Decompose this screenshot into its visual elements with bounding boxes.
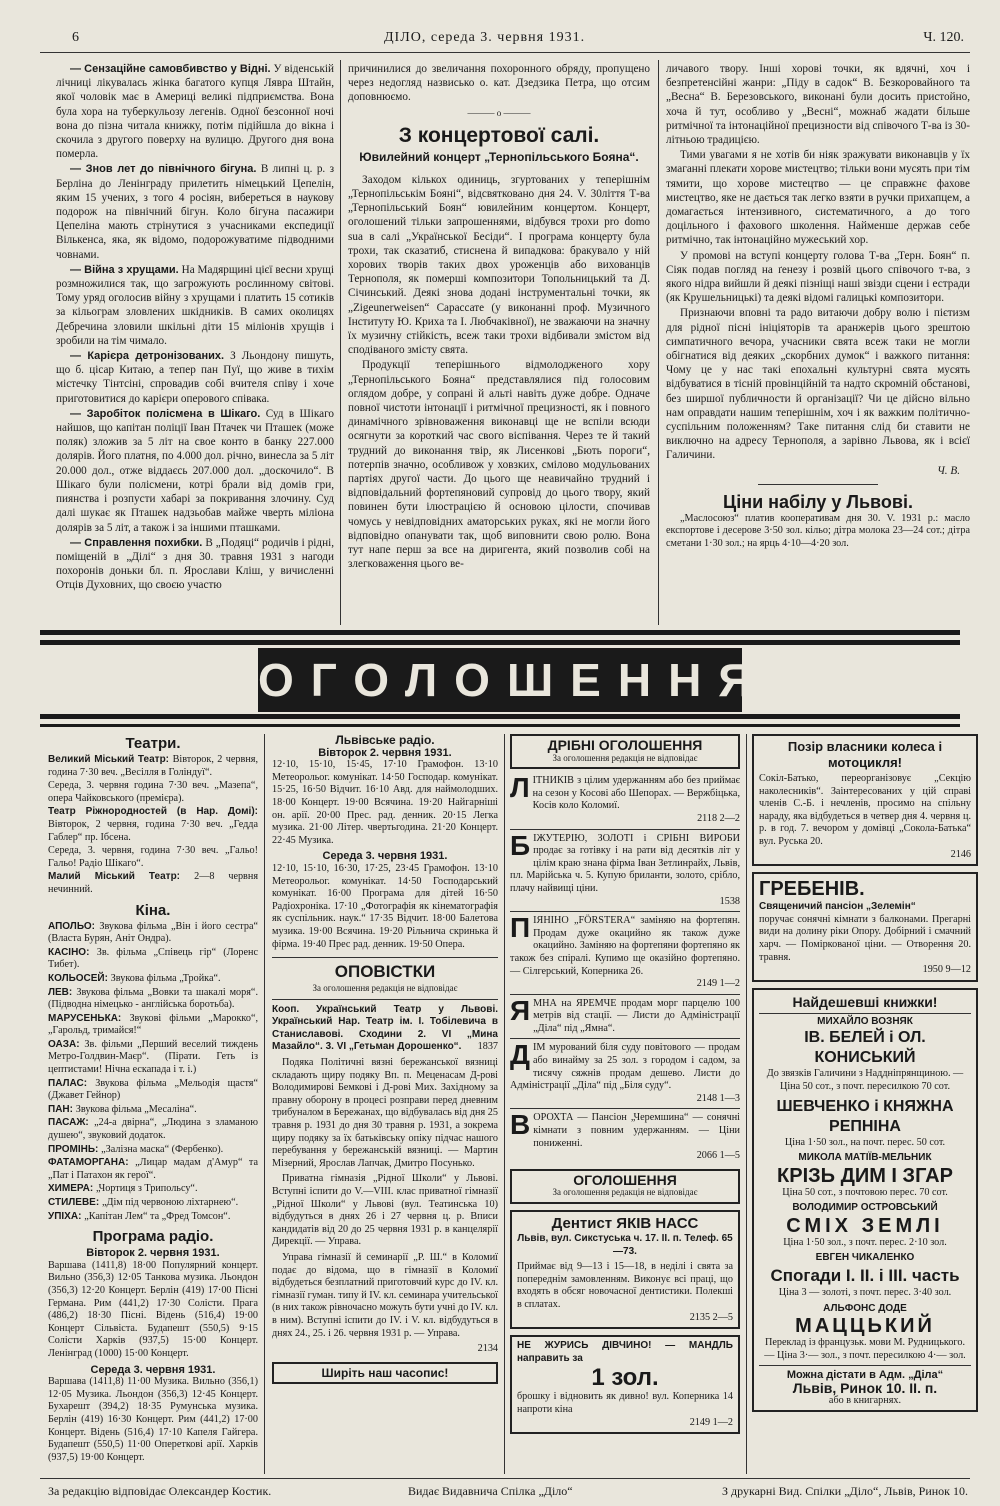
ad-number: 1837 [477, 1041, 498, 1053]
small-ads-note: За оголошення редакція не відповідає [552, 752, 698, 763]
ad-number: 2149 1—2 [689, 1416, 733, 1428]
ad-text: ІТНИКІВ з цілим удержанням або без приймає на сезон у Косові або Шепорах. — Вержбіцька, Косів коло Коломиї. [532, 775, 740, 812]
banner-stripe [40, 714, 960, 719]
bike-ad-text: Сокіл-Батько, переорганізовує „Секцію наколесників“. Заінтересованих у цій справі членів С.-Б. і нечленів, просимо на спільну нараду, яка відбудеться в четвер дня 4. червня ц. р. в год. 7. вечором у домівці „Сокола-Батька“ вул. Руська 20. [759, 773, 971, 847]
notice-text: Приватна гімназія „Рідної Школи“ у Львові. Вступні іспити до V.—VIII. клас приватної гімназії „Рідної Школи“ у Львові (вул. Театинська 10) відбудуться в днях 26 і 27 червня ц. р. Вписи кандидатів від 20 до 25 червня 1931 р. в канцелярії Дирекції. — Управа. [272, 1173, 498, 1248]
rule [272, 957, 498, 958]
column-2 [348, 62, 650, 573]
rule [510, 1038, 740, 1039]
listing-name: КАСІНО: [48, 946, 97, 958]
listing-name: ФАТАМОРГАНА: [48, 1157, 136, 1169]
mandl-text: брошку і відновить як дивно! вул. Коперника 14 напроти кіна [517, 1391, 733, 1415]
grebeniv-ad [752, 872, 978, 982]
books-title: Найдешевші книжки! [792, 993, 938, 1010]
listing-entry [48, 754, 258, 779]
news-text: В „Подяці“ родичів і рідні, поміщеній в „Ділі“ з дня 30. травня 1931 з нагоди похоронів доньки бл. п. Ярослави Кліш, у вичисленні Отців Духовних, що своєю участю [56, 536, 334, 592]
radio-program: Варшава (1411,8) 11·00 Музика. Вильно (356,1) 12·05 Музика. Льондон (356,3) 12·45 Концерт. Бухарешт (394,2) 18·35 Румунська музика. Берлін (419) 16·30 Концерт. Рим (441,2) 17·00 Концерт. Відень (516,4) 17·10 Капеля Гайгера. Будапешт (550,5) 11·00 Оперетковi арії. Харків (937,5) 19·00 Концерт. [48, 1376, 258, 1463]
theatres-title: Театри. [125, 735, 181, 752]
ad-number: 2118 2—2 [697, 812, 740, 824]
ad-number: 2135 2—5 [689, 1311, 733, 1323]
listing-text: Середа, 3. червня година 7·30 веч. „Мазепа“, опера Чайковського (премієра). [48, 780, 258, 804]
notice-text: Управа гімназії й семинарії „Р. Ш.“ в Коломиї подає до відома, що в гімназії в Коломиї відбудеться безплатний приготовчий курс до IV. кл. гімназії гуман. типу й IV. кл. семинара учительської (в них також рівночасно можуть бути учні до IV. кл. в ним). Вступні іспити до IV. і V. кл. відбудуться в днях 24., 25. і 26. червня 1931 р. — Управа. [272, 1251, 498, 1339]
listing-entry [48, 1078, 258, 1103]
small-ad [510, 772, 740, 825]
ads-column-3 [510, 734, 740, 1434]
books-footer: Можна дістати в Адм. „Діла“ [786, 1369, 944, 1382]
notice-text: Кооп. Український Театр у Львові. Український Нар. Театр ім. І. Тобілевича в Станиславові. Сходини 2. VI „Мина Мазайло“. 3. VI „Гетьман Дорошенко“. [272, 1003, 498, 1053]
listing-name: АПОЛЬО: [48, 920, 100, 932]
listing-text: „24-а двірна“, „Людина з зламаною душею“, звуковий додаток. [48, 1117, 258, 1142]
ads-column-2 [272, 734, 498, 1384]
ad-text: ІЯНІНО „FÖRSTERA“ заміняю на фортепян. Продам дуже окацийно як також дуже окацийно. Заміняю на фортепяни фортепяно як також без спіралі. Купимо ще оказійно фортепяно. — Сілгерський, Коперника 26. [510, 915, 740, 977]
footer-rule [40, 1478, 970, 1479]
listing-text: Звукова фільма „Вовки та шакалі моря“. (Підводна німецько - англійська боротьба). [48, 986, 258, 1011]
page-number: 6 [72, 30, 79, 45]
grebeniv-text: поручає сонячні кімнати з балконами. Прегарні види на долину ріки Опору. Добірний і смачний харч. — Поміркованої ціни. — Отворення 20. травня. [759, 913, 971, 963]
ads-note: За оголошення редакція не відповідає [552, 1187, 698, 1198]
ad-number: 1950 9—12 [922, 964, 971, 976]
ad-number: 2066 1—5 [696, 1150, 740, 1162]
rule [510, 829, 740, 830]
listing-entry [48, 1157, 258, 1182]
listing-entry [48, 921, 258, 946]
news-heading: — Сензаційне самовбивство у Відні. [70, 63, 271, 75]
listing-text: Вівторок, 2 червня, година 7·30 веч. „Гедда Габлер“ пр. Ібсена. [48, 818, 258, 843]
listing-entry [48, 1117, 258, 1142]
listing-name: МАРУСЕНЬКА: [48, 1012, 130, 1024]
header-rule [40, 52, 970, 53]
book-title: СМІХ ЗЕМЛІ [786, 1214, 944, 1237]
listing-text: Середа, 3. червня, година 7·30 веч. „Гальо! Гальо! Радіо Шікаго“. [48, 845, 258, 869]
article-text: Продукції теперішнього відмолодженого хору „Тернопільського Бояна“ представлялися під голосовим оглядом добре, у сопрані й альті навіть дуже добре. Одначе повної чистоти інтонації і ритмічної прецизності, як і повного динамічного зрівноваження виконавці ще не вспіли всюди осягнути за короткий час свого віспівання. Через те й такий трудний до виконання твір, як Лисенкові „Бють пороги“, потерпів значно, особливож у ховзких, смілово модульованих партіях другої части. До цього ще неавичайно трудний і відповідальний фортепяновий супровід до цього твору, який повинен бути ілюстрацією й основою цілости, спочивав чомусь у невідповідних аматорських руках, які не могли його відповідно опанувати так, щоб виповнити свою ролю. Вона тут напе перш за все на диригента, який позволив собі на злегковаження цього ве- [348, 359, 650, 571]
column-rule [504, 734, 505, 1474]
theatres-list [48, 754, 258, 897]
listing-entry [48, 1211, 258, 1224]
listing-name: ОАЗА: [48, 1038, 85, 1050]
news-text: У віденській лічниці лікувалась жінка багатого купця Лявра Штайн, якої чоловік має в Америці великі підприємства. Вона була хора на туберкульозу легенів. Одної безсонної ночі вона до пізна читала книжку, потім підійшла до вікна і скочила з другого поверху на вулицю. Другого дня вона померла. [56, 63, 335, 161]
column-rule [264, 734, 265, 1474]
drop-cap: П [510, 912, 531, 944]
listing-text: Звукова фільма „Мельодія щастя“ (Джавет Гейнор) [48, 1077, 258, 1102]
radio-day: Вівторок 2. червня 1931. [86, 1247, 220, 1260]
book-text: До звязків Галичини з Наддніпрянщиною. — Ціна 50 сот., з почт. пересилкою 70 сот. [766, 1068, 964, 1092]
dentist-text: Приймає від 9—13 і 15—18, в неділі і свята за попереднім замовленням. Виконує всі праці, що входять в обсяг новочасної дентистики. Полекші в сплатах. [517, 1261, 733, 1310]
small-ad [510, 829, 740, 909]
article-text: Заходом кількох одиниць, згуртованих у теперішнім „Тернопільськім Бояні“, відсвятковано дня 24. V. 30ліття Т-ва „Тернопільський Боян“ ювилейним концертом. Концерт, оголошений тільки запрошеннями, відбувся трохи pro domo sua в салі „Української Бесіди“. І програма концерту була трохи, так сказатиб, стиснена й випадкова: бракувало у ній хорових творів таких двох уроженців або вихованців Тернополя, як померші композитори Топольницький та Д. Січинський. Деякі знова додані інструментальні точки, як „Zigeunerweisen“ Сарассате (у виконанні проф. Музичного Інституту Ю. Криха та І. Любчаківної), не зважаючи на значну їх музичну стійкість, всеж таки трохи відбивали змістом від сподіваного змісту свята. [348, 173, 650, 357]
ad-number: 2146 [950, 848, 971, 860]
ad-text: МНА на ЯРЕМЧЕ продам морг парцелю 100 метрів від стації. — Листи до Адміністрації „Діла“ під „Ямна“. [533, 997, 740, 1034]
listing-name: ПАН: [48, 1103, 76, 1115]
book-text: Ціна 3 — золоті, з почт. перес. 3·40 зол. [778, 1287, 952, 1299]
book-text: Ціна 50 сот., з почтовою перес. 70 сот. [782, 1186, 948, 1198]
news-text: З Льондону пишуть, що б. цісар Китаю, а тепер пан Пуї, що живе в тихім містечку Тінтсіні, спровадив собі вчителя співу і хоче приготовитися до карієри оперового співака. [56, 350, 334, 405]
ads-column-1 [48, 734, 258, 1464]
footer-printer: З друкарні Вид. Спілки „Діло“, Львів, Ринок 10. [721, 1484, 968, 1498]
books-footer: або в книгарнях. [828, 1394, 902, 1406]
listing-entry [48, 973, 258, 986]
listing-text: „Чортиця з Трипольсу“. [95, 1183, 198, 1195]
ads-column-4 [752, 734, 978, 1412]
book-author: ВОЛОДИМИР ОСТРОВСЬКИЙ [792, 1202, 938, 1214]
books-footer-address: Львів, Ринок 10. II. п. [792, 1380, 938, 1397]
small-ads-title: ДРІБНІ ОГОЛОШЕННЯ [547, 737, 703, 753]
book-author: АЛЬФОНС ДОДЕ [823, 1302, 907, 1314]
article-text: У промові на вступі концерту голова Т-ва „Терн. Боян“ п. Сіяк подав погляд на ґенезу і розвій цього співочого т-ва, з якого нідра вийшли й деякі пізніщі наші звізди сцени і естради (як Крушельницькі) та деякі відомі галицькі композитори. [666, 249, 970, 305]
article-title: З концертової салі. [398, 123, 600, 147]
listing-entry [48, 1144, 258, 1157]
listing-text: „Дім під червоною ліхтарнею“. [101, 1197, 239, 1208]
dentist-ad [510, 1210, 740, 1329]
listing-text: „Залізна маска“ (Фербенко). [101, 1143, 224, 1155]
article-text: личавого твору. Інші хорові точки, як вдячні, хоч і безпретенсійні жанри: „Піду в садок“ В. Безкоровайного та „Весна“ В. Березовського, виконані були досить пристойно, хоча й тут, особливо у „Весні“, можнаб жадати більше ритмічної та інтонаційної прецизности від співочого Т-ва із 30-літньою традицією. [666, 63, 970, 147]
ad-number: 2148 1—3 [696, 1092, 740, 1104]
book-title: ІВ. БЕЛЕЙ і ОЛ. КОНИСЬКИЙ [804, 1029, 926, 1067]
article-text: Тими увагами я не хотів би ніяк зражувати виконавців у їх змаганні плекати хорове мистецтво; тільки вони мусять при тім тямити, що хорове мистецтво — це справжнє фахове мистецтво, яке не дається так легко взяти в ручки прихапцем, а домагається інтензивного, систематичного, а до того доцільного і фахового школення. Найменше держав себе ритмічно, так інтонаційно мужеський хор. [666, 149, 970, 247]
lviv-radio-title: Львівське радіо. [335, 733, 435, 747]
news-heading: — Знов лет до північного бігуна. [70, 163, 257, 176]
news-text: В липні ц. р. з Берліна до Ленінграду прилетить німецький Цепелін, яким 15 учених, з того 4 росіян, вибереться в наукову подорож на північний бігун. Коло бігуна пасажири Цепеліна мають стрінутися з учасниками експедиції Вількенса, яка, як відомо, подорожуватиме підводними човнами. [56, 163, 335, 261]
radio-day: Середа 3. червня 1931. [90, 1363, 216, 1376]
column-rule [746, 734, 747, 1474]
news-heading: — Війна з хрущами. [70, 263, 179, 276]
listing-entry [48, 845, 258, 870]
listing-entry [48, 871, 258, 896]
radio-program: 12·10, 15·10, 16·30, 17·25, 23·45 Грамофон. 13·10 Метеорольог. комунікат. 14·50 Господарський комунікат. 16·00 Програма для дітей 16·50 Радіохроніка. 17·10 „Фотографія як кінематографія як суспільник. наук.“ 17·35 Відчит. 18·00 Балетова музика. 19·00 Всячина. 19·20 Рільнича скринька й фірма. 19·40 Прес рад. денник. 19·50 Опера. [272, 862, 498, 950]
news-text: Суд в Шікаго найшов, що капітан поліції Іван Птачек чи Пташек (може поляк) зложив за 5 літ на свое конто в банку 227.000 долярів. Його платня, по 4.000 дол. річно, винесла за 5 літ 20.000 дол., отже віддаєсь 207.000 дол. „доскочило“. В Шікаго були полісмени, котрі брали від домів гри, пиянства і розпусти хабарі за покривання злочину. Суд далі шукає як Пташек надзьобав майже чверть міліона долярів за 5 літ, а також і за іншими пташками. [56, 407, 335, 534]
opovistky-note: За оголошення редакція не відповідає [312, 983, 458, 994]
drop-cap: Я [510, 994, 531, 1026]
book-author: МИКОЛА МАТІЇВ-МЕЛЬНИК [798, 1152, 932, 1164]
ad-number: 2149 1—2 [696, 978, 740, 990]
listing-entry [48, 1197, 258, 1210]
rule [510, 1108, 740, 1109]
cinema-list [48, 921, 258, 1224]
listing-name: Великий Міський Театр: [48, 754, 173, 765]
rule [510, 911, 740, 912]
listing-name: УПІХА: [48, 1210, 85, 1222]
newspaper-title: ДІЛО, середа 3. червня 1931. [384, 30, 586, 45]
prices-text: „Маслосоюз“ платив кооперативам дня 30. V. 1931 р.: масло експортове і десерове 3·50 зол. кільо; дітра молока 23—24 сот.; дітра сметани 1·30 зол.; на ярць 4·10—4·20 зол. [666, 512, 970, 550]
subscribe-slogan: Ширіть наш часопис! [272, 1362, 498, 1385]
book-author: МИХАЙЛО ВОЗНЯК [817, 1015, 913, 1027]
rule [758, 484, 878, 485]
column-3 [666, 62, 970, 552]
small-ad [510, 912, 740, 991]
listing-name: ПРОМІНЬ: [48, 1143, 102, 1155]
listing-name: Малий Міський Театр: [48, 871, 195, 883]
lead-text: причинилися до звеличання похоронного обряду, пропущено через недогляд назвисько о. кат. Дзедзика Петра, що отсим доповнюємо. [348, 63, 650, 104]
book-title: КРІЗЬ ДИМ І ЗГАР [777, 1164, 953, 1187]
drop-cap: В [510, 1109, 531, 1141]
listing-entry [48, 780, 258, 805]
dentist-title: Дентист ЯКІВ НАСС [551, 1215, 699, 1232]
listing-entry [48, 806, 258, 844]
bike-ad [752, 734, 978, 866]
radio-program: Варшава (1411,8) 18·00 Популярний концерт. Вильно (356,3) 12·05 Танкова музика. Льондон (356,3) 12·20 Концерт. Берлін (419) 17·00 Пісні Германа. Рим (441,2) 17·30 Солісти. Прага (486,2) 18·30 Пісні. Відень (516,4) 19·00 Концерт Сільвіста. Будапешт (550,5) 9·15 Солісти Харків (937,5) 15·00 Концерт. Ленінград (1000) 15·00 Концерт. [48, 1259, 258, 1359]
column-rule [658, 60, 659, 625]
listing-entry [48, 1013, 258, 1038]
listing-entry [48, 1104, 258, 1117]
listing-entry [48, 1039, 258, 1077]
ad-number: 2134 [477, 1343, 498, 1355]
drop-cap: Б [510, 829, 531, 861]
listing-entry [48, 987, 258, 1012]
banner-stripe [40, 630, 960, 635]
ad-text: ІМ мурований біля суду повітового — продам або винайму за 25 зол. з городом і садом, за тисячу сяжнів продам дешево. Листи до Адміністрації „Діла“ під „Біля суду“. [510, 1042, 740, 1092]
mandl-ad [510, 1335, 740, 1434]
small-ad [510, 1109, 740, 1162]
radio-title: Програма радіо. [92, 1228, 214, 1246]
book-text: Ціна 1·50 зол., на почт. перес. 50 сот. [784, 1136, 946, 1148]
listing-name: ХИМЕРА: [48, 1183, 96, 1195]
mandl-text: НЕ ЖУРИСЬ ДІВЧИНО! — МАНДЛЬ направить за [517, 1340, 733, 1364]
small-ad [510, 994, 740, 1036]
grebeniv-subtitle: Священичий пансіон „Зелемін“ [759, 901, 916, 913]
article-text: Признаючи вповні та радо витаючи добру волю і пієтизм для рідної пісні ініціяторів та аранжерів цього зрештою симпатичного вечора, учасники свята всеж таки не могли обігнатися від деяких „скорбних думок“ і важкого питання: Чому це у нас такі епохальні культурні свята мусять відбуватися в тісній провінційній та надто скромній обстанові, без ширшої публичности й організації? Чи це дійсно вільно нам оправдати нашим теперішнім, хоч і як важким політично-суспільним положенням? Таке питання слід би ставити не виключно на адресу Тернополя, а зарівно Львова, як і всієї Галичини. [666, 307, 970, 462]
ad-text: ОРОХТА — Пансіон „Черемшина“ — сонячні кімнати з повним удержанням. — Ціни пониженні. [533, 1112, 740, 1149]
listing-text: Зв. фільма „Співець гір“ (Лоренс Тибет). [48, 946, 258, 971]
notice-text: Подяка Політичні вязні бережанської вязниці складають щиру подяку Вп. п. Меценасам Д-рові Володимирові Бемкові і Д-рові Мих. Західному за правну оборону в процесі розправи перед дневним трибуналом в Бережанах, що відбувалась від дня 25 травня р. 1931 до дня 30 травня р. 1931, а зокрема щиру подяку за їх батьківську опіку підчас нашого перебування у бережанській вязниці. — Мартин Мізерний, Ярослав Лапчак, Дмитро Посунько. [272, 1057, 498, 1169]
listing-name: ПАЛАС: [48, 1077, 96, 1089]
drop-cap: Д [510, 1039, 530, 1071]
listing-text: „Лицар мадам д'Амур“ та „Пат і Патахон як герої“. [48, 1157, 258, 1181]
ads-header [510, 1169, 740, 1204]
rule [510, 994, 740, 995]
radio-day: Середа 3. червня 1931. [322, 850, 448, 863]
listing-name: ПАСАЖ: [48, 1117, 95, 1129]
news-heading: — Заробіток полісмена в Шікаго. [70, 407, 261, 420]
listing-text: Зв. фільми „Перший веселий тиждень Метро-Голдвин-Маєр“. (Пірати. Геть із цептистами! Нічна ескапада і т. і.) [48, 1038, 258, 1076]
column-rule [340, 60, 341, 625]
listing-text: Звукова фільма „Тройка“. [110, 972, 221, 984]
small-ad [510, 1039, 740, 1105]
listing-text: Звукова фільма „Месаліна“. [75, 1103, 197, 1115]
listing-name: СТИЛЕВЕ: [48, 1197, 102, 1208]
grebeniv-title: ГРЕБЕНІВ. [759, 878, 865, 901]
ads-banner-title: ОГОЛОШЕННЯ [258, 648, 742, 712]
bike-ad-title: Позір власники колеса і мотоцикля! [787, 739, 943, 770]
author-signature: Ч. В. [937, 464, 960, 477]
ads-title: ОГОЛОШЕННЯ [573, 1171, 677, 1188]
listing-text: Вівторок, 2 червня, година 7·30 веч. „Весілля в Голіндуї“. [48, 754, 258, 778]
issue-number: Ч. 120. [923, 30, 964, 45]
rule [272, 999, 498, 1000]
article-subtitle: Ювилейний концерт „Тернопільського Бояна“. [359, 149, 639, 164]
rule [759, 1013, 971, 1014]
news-heading: — Карієра детронізованих. [70, 350, 225, 363]
radio-program: 12·10, 15·10, 15·45, 17·10 Грамофон. 13·10 Метеорольог. комунікат. 14·50 Господар. комунікат. 15·25, 16·50 Відчит. 16·10 Авд. для наймолодших. 18·00 Концерт. 19·00 Всячина. 19·20 Найгарніші он. арії. 20·00 Прес. рад. денник. 20·15 Легка музика. 21·00 Літер. чвертьгодина. 21·20 Концерт. 22·45 Музика. [272, 759, 498, 846]
news-heading: — Справлення похибки. [70, 536, 203, 549]
prices-title: Ціни набілу у Львові. [723, 491, 913, 512]
dentist-address: Львів, вул. Сикстуська ч. 17. II. п. Телеф. 65—73. [517, 1233, 733, 1257]
book-title: МАЦЦЬКИЙ [795, 1315, 935, 1338]
book-text: Переклад із французьк. мови М. Рудницького. — Ціна 3·— зол., з почт. пересилкою 4·— зол. [764, 1337, 966, 1361]
separator: ——— o ——— [467, 107, 531, 118]
ad-text: ІЖУТЕРІЮ, ЗОЛОТІ і СРІБНІ ВИРОБИ продає за готівку і на рати від десятків літ у цілім краю знана фірма Іван Зетлинрайх, Львів, пл. Марійська ч. 5. Купую бриланти, золото, срібло, плачу найвищі ціни. [510, 832, 740, 894]
book-text: Ціна 1·50 зол., з почт. перес. 2·10 зол. [783, 1236, 947, 1248]
mandl-price: 1 зол. [591, 1364, 659, 1392]
page-header [44, 30, 964, 50]
column-1 [56, 62, 334, 594]
book-title: ШЕВЧЕНКО і КНЯЖНА РЕПНІНА [776, 1097, 954, 1135]
book-author: ЕВГЕН ЧИКАЛЕНКО [815, 1252, 915, 1264]
books-ad [752, 988, 978, 1413]
listing-entry [48, 1183, 258, 1196]
ad-number: 1538 [719, 895, 740, 907]
banner-stripe [40, 724, 960, 727]
footer-editor: За редакцію відповідає Олександер Костик. [48, 1484, 272, 1498]
listing-name: ЛЕВ: [48, 986, 77, 998]
listing-text: 2—8 червня нечинний. [48, 871, 259, 895]
listing-entry [48, 947, 258, 972]
small-ads-header [510, 734, 740, 769]
news-text: На Мадярщині цієї весни хрущі розмножилися так, що загрожують рослинному світові. Тому уряд оголосив війну з хрущами і платить 15 сотиків за кільограм зловлених шкідників. В самих околицях Дебречина зловили шкільні діти 15 міліонів хрущів і зробили на тім чимало. [56, 263, 334, 347]
rule [759, 1365, 971, 1366]
radio-day: Вівторок 2. червня 1931. [318, 746, 452, 759]
listing-text: „Капітан Лем“ та „Фред Томсон“. [84, 1210, 231, 1222]
listing-text: Звукова фільма „Він і його сестра“ (Власта Бурян, Аніт Ондра). [48, 920, 259, 945]
cinema-title: Кіна. [135, 901, 171, 919]
listing-text: Звукові фільми „Марокко“, „Гарольд, тримайся!“ [48, 1012, 259, 1037]
footer-publisher: Видає Видавнича Спілка „Діло“ [408, 1484, 573, 1498]
banner-stripe [40, 640, 960, 645]
drop-cap: Л [510, 772, 530, 804]
opovistky-title: ОПОВІСТКИ [334, 962, 436, 982]
listing-name: КОЛЬОСЕЙ: [48, 972, 111, 984]
book-title: Спогади I. II. і III. часть [770, 1266, 960, 1286]
listing-name: Театр Ріжнородностей (в Нар. Домі): [48, 806, 258, 818]
